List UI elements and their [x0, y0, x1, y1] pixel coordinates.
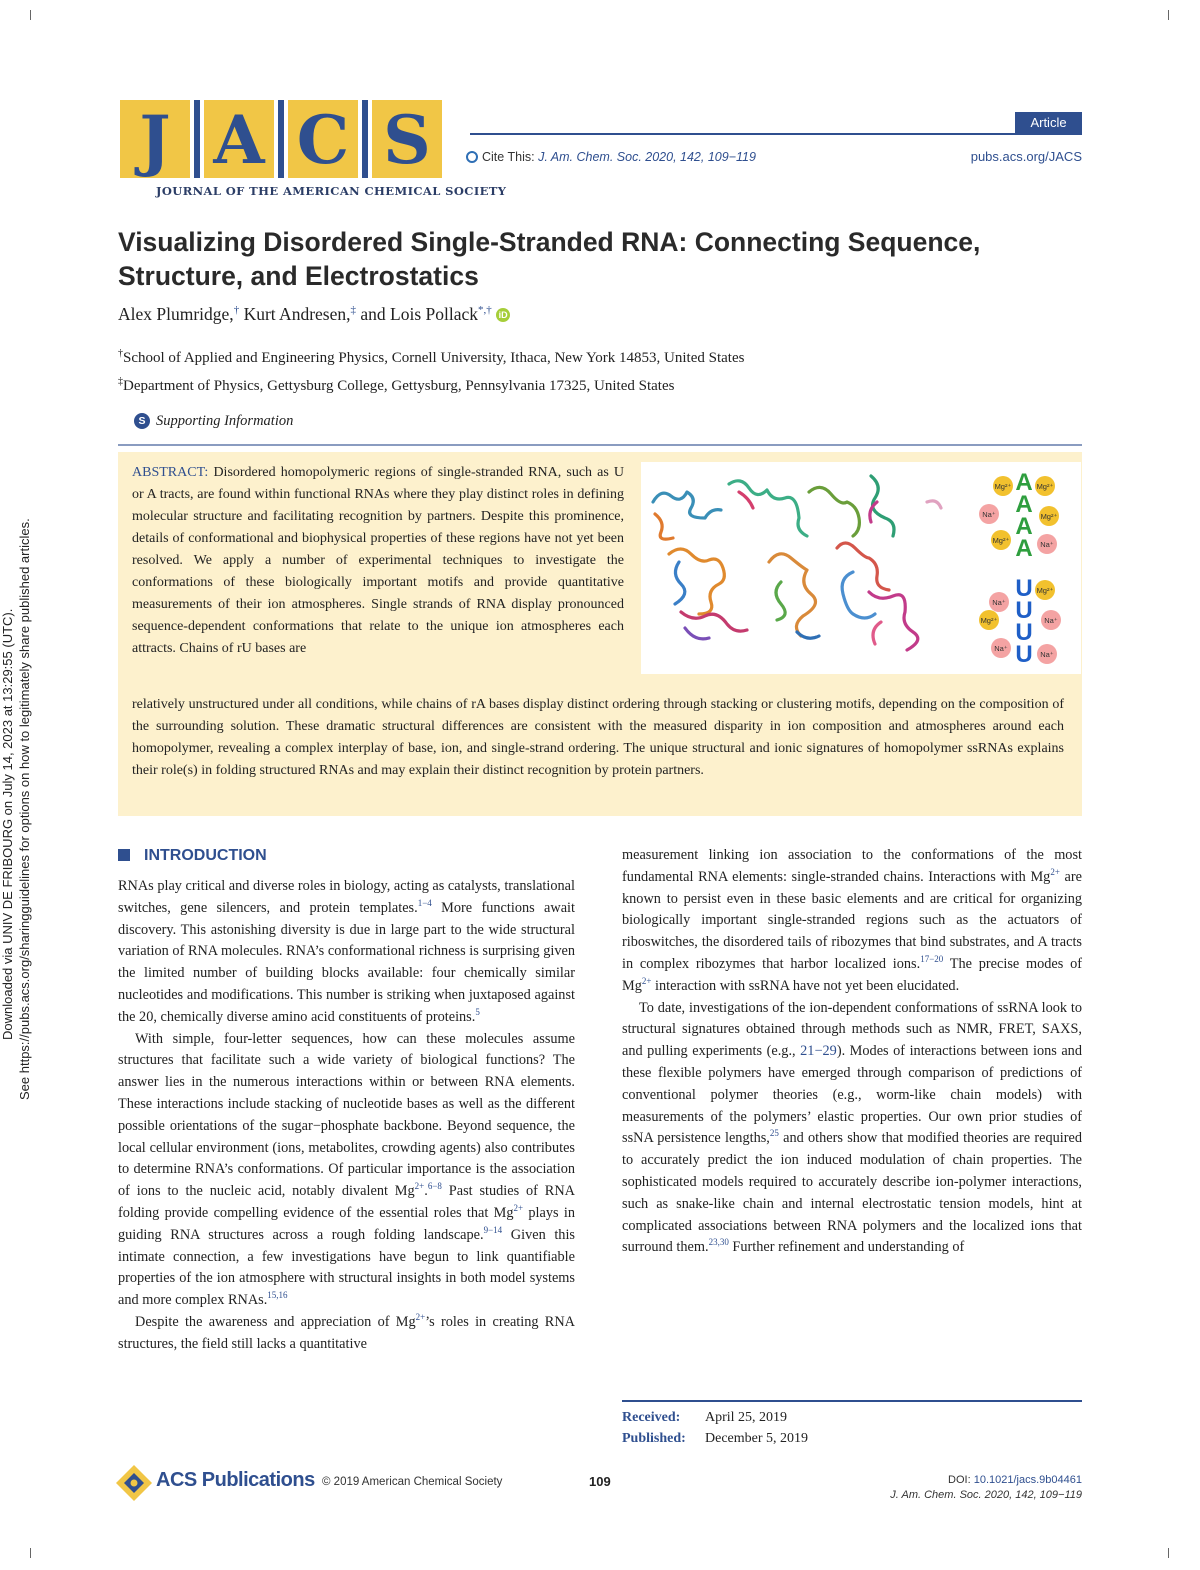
acs-logo-icon[interactable]	[114, 1463, 154, 1503]
doi-link[interactable]: 10.1021/jacs.9b04461	[973, 1474, 1082, 1486]
article-type-badge: Article	[1015, 112, 1082, 133]
article-title: Visualizing Disordered Single-Stranded RNA: Connecting Sequence, Structure, and Electrostatics	[118, 227, 981, 291]
journal-url-link[interactable]: pubs.acs.org/JACS	[970, 149, 1082, 164]
logo-letter-c: C	[288, 100, 358, 178]
svg-text:A: A	[1015, 491, 1033, 518]
author-name[interactable]: Kurt Andresen,	[243, 304, 351, 324]
body-paragraph	[118, 1029, 575, 1312]
paragraph-text: Despite the awareness and appreciation of Mg	[135, 1313, 416, 1330]
reference-superscript[interactable]: 2+	[1050, 867, 1060, 878]
svg-text:Mg²⁺: Mg²⁺	[1036, 586, 1054, 595]
paragraph-text: RNAs play critical and diverse roles in biology, acting as catalysts, translational switches, gene silencers, and protein templates.	[118, 878, 575, 916]
reference-superscript[interactable]: 25	[769, 1128, 779, 1139]
reference-superscript[interactable]: 1−4	[417, 898, 432, 909]
reference-superscript[interactable]: 2+	[641, 976, 652, 987]
cite-reference-link[interactable]: J. Am. Chem. Soc. 2020, 142, 109−119	[538, 150, 756, 164]
doi-label: DOI:	[948, 1474, 971, 1486]
affiliation-mark: ‡	[350, 304, 356, 317]
svg-text:Na⁺: Na⁺	[994, 644, 1008, 653]
body-paragraph	[118, 876, 575, 1029]
reference-superscript[interactable]: 2+	[415, 1312, 426, 1323]
paragraph-text: Past studies of RNA folding provide compelling evidence of the essential roles that Mg	[118, 1183, 575, 1221]
heading-square-icon	[118, 849, 130, 861]
right-column	[622, 845, 1082, 1259]
copyright-notice: © 2019 American Chemical Society	[322, 1476, 503, 1488]
left-column	[118, 876, 575, 1356]
reference-superscript[interactable]: 6−8	[427, 1181, 442, 1192]
received-date: April 25, 2019	[705, 1410, 788, 1425]
publisher-name[interactable]: ACS Publications	[156, 1469, 315, 1491]
header-rule	[470, 133, 1082, 135]
affiliation-mark: ‡	[118, 376, 123, 387]
paragraph-text: To date, investigations of the ion-dependent conformations of ssRNA look to structural signatures obtained through methods such as NMR, FRET, SAXS, and pulling experiments (e.g.,	[622, 999, 1082, 1060]
author-name[interactable]: and Lois Pollack	[360, 304, 478, 324]
affiliation-mark: *,†	[478, 304, 492, 317]
paragraph-text: measurement linking ion association to the conformations of the most fundamental RNA elements: single-stranded chains. Interactions with Mg	[622, 847, 1082, 885]
body-paragraph	[622, 998, 1082, 1260]
svg-text:Mg²⁺: Mg²⁺	[992, 536, 1010, 545]
footer-citation: J. Am. Chem. Soc. 2020, 142, 109−119	[890, 1489, 1082, 1501]
svg-text:A: A	[1015, 469, 1033, 496]
author-list	[118, 304, 510, 325]
paragraph-text: More functions await discovery. This astonishing diversity is due in large part to the wide structural variation of RNA molecules. RNA’s conformational richness is surprising given the limited number of building blocks available: four chemically similar nucleotides and modifications. This number is striking when juxtaposed against the 20, chemically diverse amino acid constituents of proteins.	[118, 899, 576, 1025]
supporting-information-link[interactable]	[134, 413, 293, 430]
rna-conformations-figure	[641, 462, 1081, 674]
supporting-info-label: Supporting Information	[156, 413, 294, 429]
received-label: Received:	[622, 1410, 681, 1425]
svg-text:U: U	[1015, 619, 1033, 646]
paragraph-text: ). Modes of interactions between ions and these flexible polymers have emerged through comparison of predictions of conventional polymer theories (e.g., worm-like chain models) with measurements of the polymers’ elastic properties. Our own prior studies of ssNA persistence lengths,	[622, 1043, 1082, 1147]
affiliation-1	[118, 348, 744, 367]
abstract-text-upper	[132, 462, 624, 660]
svg-text:Na⁺: Na⁺	[1040, 540, 1054, 549]
reference-superscript[interactable]: 23,30	[708, 1237, 729, 1248]
svg-text:U: U	[1015, 597, 1033, 624]
reference-link[interactable]: 21−29	[800, 1043, 837, 1060]
paragraph-text: interaction with ssRNA have not yet been elucidated.	[651, 977, 960, 994]
download-notice: Downloaded via UNIV DE FRIBOURG on July 14, 2023 at 13:29:55 (UTC).	[0, 608, 15, 1040]
abstract-body-lower: relatively unstructured under all conditions, while chains of rA bases display distinct ordering through stacking or clustering motifs, depending on the composition of the surrounding solution. These dramatic structural differences are consistent with the measured disparity in ion composition and atmospheres around each homopolymer, revealing a complex interplay of base, ion, and single-strand ordering. The unique structural and ionic signatures of homopolymer ssRNAs explains their role(s) in folding structured RNAs and may explain their distinct recognition by protein partners.	[132, 697, 1064, 778]
supporting-info-icon: S	[134, 413, 150, 429]
reference-superscript[interactable]: 2+	[513, 1203, 524, 1214]
paragraph-text: .	[424, 1183, 428, 1200]
logo-divider	[362, 100, 368, 178]
reference-superscript[interactable]: 9−14	[483, 1224, 503, 1235]
crop-mark	[30, 10, 31, 20]
published-label: Published:	[622, 1431, 686, 1446]
svg-text:Mg²⁺: Mg²⁺	[994, 482, 1012, 491]
crop-mark	[1168, 10, 1169, 20]
reference-superscript[interactable]: 5	[475, 1007, 480, 1018]
paragraph-text: are known to persist even in these basic elements and are critical for organizing biologically important single-stranded regions such as the actuators of riboswitches, the disordered tails of ribozymes that bind substrates, and A tracts in complex ribozymes that harbor localized ions.	[622, 868, 1082, 972]
svg-text:A: A	[1015, 513, 1033, 540]
body-paragraph	[118, 1312, 575, 1356]
affiliation-text: School of Applied and Engineering Physics, Cornell University, Ithaca, New York 14853, United States	[123, 350, 745, 366]
paragraph-text: plays in guiding RNA structures across a rough folding landscape.	[118, 1204, 575, 1243]
logo-letter-a: A	[204, 100, 274, 178]
svg-text:Na⁺: Na⁺	[982, 510, 996, 519]
svg-text:Mg²⁺: Mg²⁺	[980, 616, 998, 625]
crop-mark	[30, 1548, 31, 1558]
doi-line	[948, 1474, 1082, 1486]
logo-divider	[278, 100, 284, 178]
orcid-icon[interactable]: iD	[496, 308, 510, 322]
affiliation-text: Department of Physics, Gettysburg College, Gettysburg, Pennsylvania 17325, United States	[123, 378, 675, 394]
affiliation-mark: †	[118, 348, 123, 359]
reference-superscript[interactable]: 15,16	[267, 1290, 288, 1301]
paragraph-text: The precise modes of Mg	[622, 955, 1082, 994]
svg-text:Mg²⁺: Mg²⁺	[1036, 482, 1054, 491]
svg-text:Mg²⁺: Mg²⁺	[1040, 512, 1058, 521]
sharing-notice: See https://pubs.acs.org/sharingguidelines for options on how to legitimately share published articles.	[17, 518, 32, 1100]
reference-superscript[interactable]: 2+	[414, 1181, 425, 1192]
svg-text:Na⁺: Na⁺	[992, 598, 1006, 607]
paragraph-text: Further refinement and understanding of	[728, 1239, 965, 1256]
logo-divider	[194, 100, 200, 178]
cite-label: Cite This:	[482, 150, 535, 164]
affiliation-mark: †	[233, 304, 240, 317]
svg-text:A: A	[1015, 535, 1033, 562]
jacs-logo[interactable]	[120, 100, 507, 200]
paragraph-text: and others show that modified theories are required to accurately predict the ion induced modulation of chain properties. The sophisticated models required to accurately describe ion-polymer interactions, such as snake-like chain and internal electrostatic tension models, hint at complicated associations between RNA polymers and the localized ions that surround them.	[622, 1130, 1082, 1256]
published-date: December 5, 2019	[705, 1431, 809, 1446]
heading-text: INTRODUCTION	[144, 847, 267, 864]
crop-mark	[1168, 1548, 1169, 1558]
received-row	[622, 1410, 787, 1426]
dates-rule	[622, 1400, 1082, 1402]
svg-text:U: U	[1015, 641, 1033, 668]
paragraph-text: With simple, four-letter sequences, how can these molecules assume structures that facilitate such a wide variety of biological functions? The answer lies in the numerous interactions within or between RNA elements. These interactions include stacking of nucleotide bases as well as the different possible orientations of the sugar−phosphate backbone. Beyond sequence, the local cellular environment (ions, metabolites, crowding agents) also contributes to determine RNA’s conformations. Of particular importance is the association of ions to the nucleic acid, notably divalent Mg	[118, 1030, 575, 1200]
page-number: 109	[589, 1474, 611, 1489]
svg-text:Na⁺: Na⁺	[1040, 650, 1054, 659]
toc-graphic	[641, 462, 1081, 674]
logo-subtitle: JOURNAL OF THE AMERICAN CHEMICAL SOCIETY	[156, 184, 507, 198]
reference-superscript[interactable]: 17−20	[920, 954, 944, 965]
section-heading-introduction	[118, 847, 267, 865]
cite-icon	[466, 151, 478, 163]
abstract-body: Disordered homopolymeric regions of single-stranded RNA, such as U or A tracts, are found within functional RNAs where they play distinct roles in defining molecular structure and facilitating recognition by partners. Despite this prominence, details of conformational and biophysical properties of these regions have not yet been resolved. We apply a number of experimental techniques to investigate the conformations of these biologically important motifs and provide quantitative measurements of their ion atmospheres. Single strands of RNA display pronounced sequence-dependent conformations that relate to the unique ion atmospheres each attracts. Chains of rU bases are	[132, 465, 625, 656]
body-paragraph	[622, 845, 1082, 998]
logo-letter-j: J	[120, 100, 190, 178]
affiliation-2	[118, 376, 674, 395]
svg-text:Na⁺: Na⁺	[1044, 616, 1058, 625]
published-row	[622, 1431, 808, 1447]
author-name[interactable]: Alex Plumridge,	[118, 304, 234, 324]
abstract-heading: ABSTRACT:	[132, 465, 209, 480]
paragraph-text: ’s roles in creating RNA structures, the field still lacks a quantitative	[118, 1313, 575, 1352]
svg-text:U: U	[1015, 575, 1033, 602]
logo-letter-s: S	[372, 100, 442, 178]
paragraph-text: Given this intimate connection, a few investigations have begun to link quantifiable properties of the ion atmosphere with structural insights in both model systems and more complex RNAs.	[118, 1226, 575, 1309]
acs-emblem	[114, 1463, 154, 1503]
cite-this-line[interactable]	[466, 150, 756, 164]
section-rule	[118, 444, 1082, 446]
